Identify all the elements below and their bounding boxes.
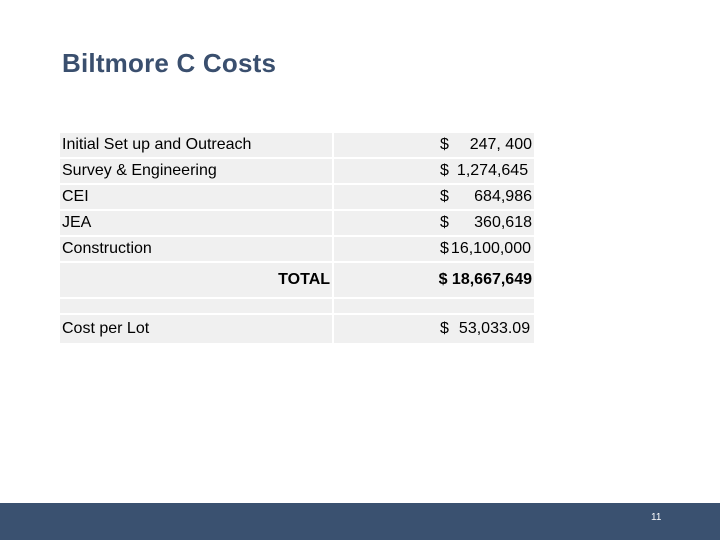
- table-row: [60, 185, 534, 209]
- spacer-row: [60, 299, 534, 313]
- cost-table: [58, 131, 536, 345]
- currency-symbol: $: [440, 136, 449, 153]
- cost-per-lot-label: Cost per Lot: [60, 315, 332, 343]
- row-amount: 684,986: [474, 188, 532, 205]
- page-number: 11: [651, 512, 662, 523]
- table-row: [60, 159, 534, 183]
- total-label: TOTAL: [60, 263, 332, 297]
- currency-symbol: $: [440, 162, 449, 179]
- row-label: Initial Set up and Outreach: [60, 133, 332, 157]
- currency-symbol: $: [440, 188, 449, 205]
- table-row: [60, 211, 534, 235]
- footer-bar: [0, 503, 720, 540]
- row-label: Construction: [60, 237, 332, 261]
- cost-per-lot-amount: 53,033.09: [458, 320, 531, 337]
- row-amount: 247, 400: [469, 136, 532, 153]
- table-row: [60, 237, 534, 261]
- currency-symbol: $: [440, 320, 449, 337]
- total-value: $ 18,667,649: [334, 263, 534, 297]
- slide-title: Biltmore C Costs: [62, 48, 277, 78]
- row-label: CEI: [60, 185, 332, 209]
- currency-symbol: $: [440, 214, 449, 231]
- row-label: JEA: [60, 211, 332, 235]
- row-amount: 1,274,645: [456, 162, 529, 179]
- cost-per-lot-row: [60, 315, 534, 343]
- table-row: [60, 133, 534, 157]
- row-label: Survey & Engineering: [60, 159, 332, 183]
- row-amount: 360,618: [474, 214, 532, 231]
- total-row: [60, 263, 534, 297]
- row-amount: 16,100,000: [450, 240, 531, 257]
- currency-symbol: $: [440, 240, 449, 257]
